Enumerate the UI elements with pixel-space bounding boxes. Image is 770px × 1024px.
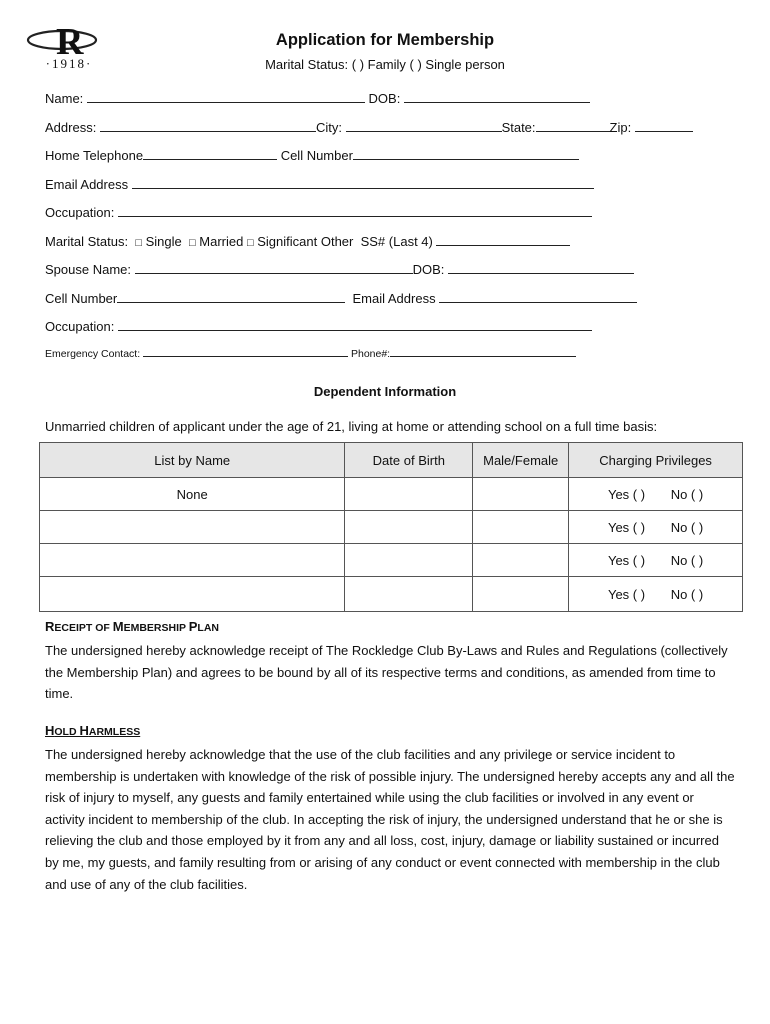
spouse-dob-field[interactable] — [448, 262, 634, 274]
married-checkbox[interactable]: □ — [188, 237, 196, 249]
cell-number-label: Cell Number — [280, 148, 353, 163]
charging-cell — [569, 577, 743, 612]
spouse-name-field[interactable] — [135, 262, 413, 274]
city-field[interactable] — [346, 120, 502, 132]
dependent-name-cell[interactable]: None — [40, 478, 345, 511]
col-gender-header: Male/Female — [473, 443, 569, 478]
email-label: Email Address — [45, 177, 129, 192]
state-label: State: — [501, 120, 536, 135]
dependent-gender-cell[interactable] — [473, 478, 569, 511]
city-label: City: — [315, 120, 342, 135]
yes-option[interactable]: Yes ( ) — [607, 586, 646, 602]
no-option[interactable]: No ( ) — [670, 519, 704, 535]
no-option[interactable]: No ( ) — [670, 486, 704, 502]
dependent-dob-cell[interactable] — [345, 577, 473, 612]
home-telephone-field[interactable] — [143, 148, 277, 160]
occupation-field[interactable] — [118, 205, 592, 217]
table-row — [40, 511, 743, 544]
dependent-gender-cell[interactable] — [473, 577, 569, 612]
spouse-name-label: Spouse Name: — [45, 262, 131, 277]
zip-field[interactable] — [635, 120, 693, 132]
svg-text:R: R — [56, 22, 84, 58]
zip-label: Zip: — [609, 120, 632, 135]
dependent-name-cell[interactable] — [40, 577, 345, 612]
page-subtitle: Marital Status: ( ) Family ( ) Single person — [265, 57, 505, 72]
spouse-row — [45, 262, 634, 277]
dependent-name-cell[interactable] — [40, 544, 345, 577]
dependent-dob-cell[interactable] — [345, 478, 473, 511]
no-option[interactable]: No ( ) — [670, 552, 704, 568]
significant-other-checkbox[interactable]: □ — [246, 237, 254, 249]
table-row — [40, 478, 743, 511]
dependent-name-cell[interactable] — [40, 511, 345, 544]
charging-cell — [569, 544, 743, 577]
spouse-email-field[interactable] — [439, 291, 637, 303]
spouse-email-label: Email Address — [352, 291, 436, 306]
home-telephone-label: Home Telephone — [45, 148, 144, 163]
table-row — [40, 577, 743, 612]
charging-cell — [569, 478, 743, 511]
address-label: Address: — [45, 120, 97, 135]
address-field[interactable] — [100, 120, 316, 132]
email-row — [45, 177, 594, 192]
emergency-row — [45, 347, 576, 360]
receipt-heading: RECEIPT OF MEMBERSHIP PLAN — [45, 619, 219, 634]
single-checkbox[interactable]: □ — [135, 237, 142, 249]
dependent-gender-cell[interactable] — [473, 544, 569, 577]
state-field[interactable] — [536, 120, 610, 132]
table-row — [40, 544, 743, 577]
logo-year: ·1918· — [45, 56, 93, 71]
phone-row — [45, 148, 579, 163]
significant-other-label: Significant Other — [257, 234, 354, 249]
name-row — [45, 91, 590, 106]
email-field[interactable] — [132, 177, 594, 189]
charging-cell — [569, 511, 743, 544]
emergency-contact-label: Emergency Contact: — [45, 348, 141, 360]
cell-number-field[interactable] — [353, 148, 579, 160]
col-charging-header: Charging Privileges — [569, 443, 743, 478]
name-label: Name: — [45, 91, 84, 106]
dependent-dob-cell[interactable] — [345, 544, 473, 577]
ssn-field[interactable] — [436, 234, 570, 246]
yes-option[interactable]: Yes ( ) — [607, 519, 646, 535]
occupation-row — [45, 205, 592, 220]
spouse-contact-row — [45, 291, 637, 306]
col-dob-header: Date of Birth — [345, 443, 473, 478]
yes-option[interactable]: Yes ( ) — [607, 552, 646, 568]
phone-field[interactable] — [390, 347, 576, 357]
dependent-table — [39, 442, 743, 612]
dependent-gender-cell[interactable] — [473, 511, 569, 544]
spouse-occupation-label: Occupation: — [45, 319, 115, 334]
married-label: Married — [199, 234, 244, 249]
hold-harmless-heading: HOLD HARMLESS — [45, 723, 141, 738]
spouse-cell-field[interactable] — [117, 291, 345, 303]
single-label: Single — [145, 234, 182, 249]
spouse-dob-label: DOB: — [412, 262, 445, 277]
occupation-label: Occupation: — [45, 205, 115, 220]
ssn-label: SS# (Last 4) — [360, 234, 433, 249]
name-field[interactable] — [87, 91, 365, 103]
spouse-occupation-row — [45, 319, 592, 334]
dob-label: DOB: — [368, 91, 401, 106]
marital-row — [45, 234, 570, 249]
phone-label: Phone#: — [350, 348, 391, 360]
no-option[interactable]: No ( ) — [670, 586, 704, 602]
table-header-row — [40, 443, 743, 478]
receipt-body: The undersigned hereby acknowledge receipt of The Rockledge Club By-Laws and Rules and Regulations (collectively the Membership Plan) and agrees to be bound by all of its respective terms and conditions, as amended from time to time. — [45, 643, 728, 702]
emergency-contact-field[interactable] — [143, 347, 348, 357]
marital-status-label: Marital Status: — [45, 234, 129, 249]
page-title: Application for Membership — [275, 31, 495, 49]
col-name-header: List by Name — [40, 443, 345, 478]
spouse-cell-label: Cell Number — [45, 291, 118, 306]
spouse-occupation-field[interactable] — [118, 319, 592, 331]
hold-harmless-body: The undersigned hereby acknowledge that the use of the club facilities and any privilege or service incident to membership is undertaken with knowledge of the risk of possible injury. The undersigned hereby accepts any and all the risk of injury to myself, any guests and family entertained while using the club facilities or involved in any event or activity incident to membership of the club. In accepting the risk of injury, the undersigned understand that he or she is relieving the club and those employed by it from any and all loss, cost, injury, damage or liability sustained or incurred by me, my guests, and family resulting from or arising of any conduct or event connected with membership in the club and use of any of the club facilities. — [45, 747, 735, 892]
dob-field[interactable] — [404, 91, 590, 103]
dependent-dob-cell[interactable] — [345, 511, 473, 544]
dependent-heading: Dependent Information — [313, 384, 457, 399]
yes-option[interactable]: Yes ( ) — [607, 486, 646, 502]
address-row — [45, 120, 693, 135]
dependent-intro: Unmarried children of applicant under the age of 21, living at home or attending school on a full time basis: — [45, 419, 658, 434]
